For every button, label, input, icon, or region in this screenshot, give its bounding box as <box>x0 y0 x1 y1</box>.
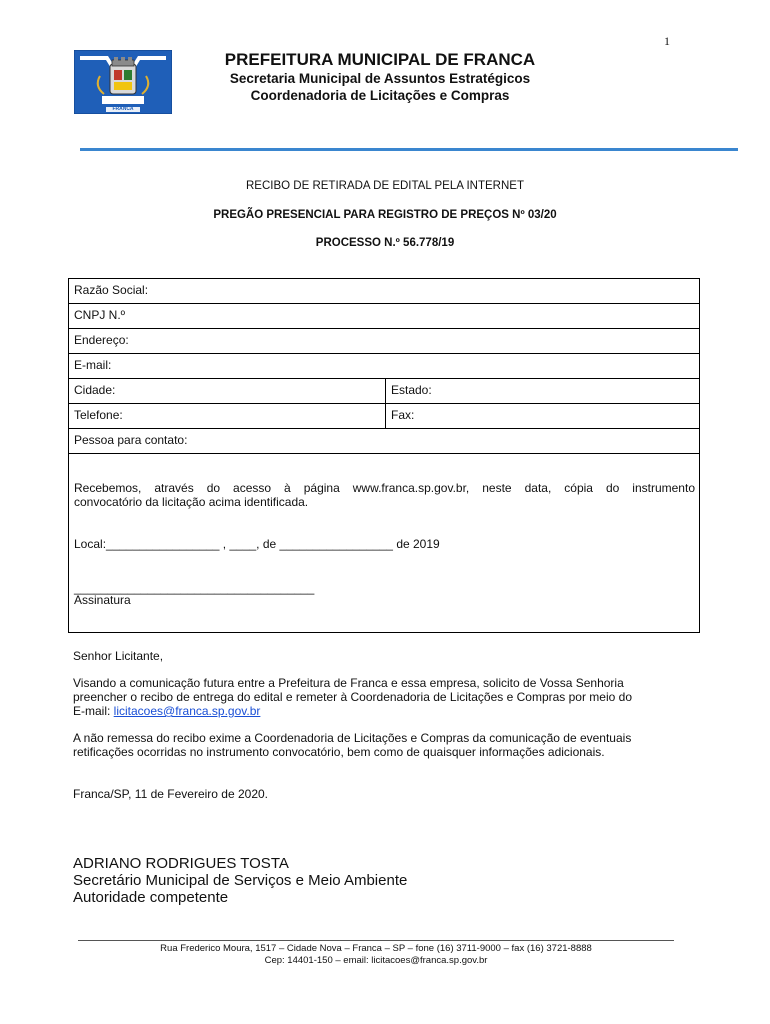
form-row-cidade-estado <box>69 379 699 404</box>
paragraph-2-line-1: A não remessa do recibo exime a Coordenadoria de Licitações e Compras da comunicação de eventuais <box>73 731 632 745</box>
header-divider <box>80 148 738 151</box>
razao-social-field[interactable] <box>69 279 699 304</box>
contato-field[interactable] <box>69 429 699 454</box>
estado-label: Estado: <box>391 383 432 397</box>
signature-line[interactable]: ____________________________________ <box>74 581 315 595</box>
paragraph-2-line-2: retificações ocorridas no instrumento convocatório, bem como de quaisquer informações adicionais. <box>73 745 605 759</box>
form-row-endereco <box>69 329 699 354</box>
paragraph-1-line-3 <box>73 704 683 718</box>
logo-caption: FRANCA <box>112 106 134 112</box>
coat-of-arms-icon <box>74 50 172 114</box>
fax-field[interactable] <box>385 404 699 429</box>
cnpj-field[interactable] <box>69 304 699 329</box>
form-row-razao-social <box>69 279 699 304</box>
cidade-field[interactable] <box>69 379 385 404</box>
signer-authority: Autoridade competente <box>73 889 229 906</box>
declaration-line-2: convocatório da licitação acima identificada. <box>74 495 309 509</box>
form-row-telefone-fax <box>69 404 699 429</box>
form-row-email <box>69 354 699 379</box>
endereco-field[interactable] <box>69 329 699 354</box>
email-prefix: E-mail: <box>73 704 114 718</box>
contact-email-link[interactable]: licitacoes@franca.sp.gov.br <box>113 704 261 718</box>
receipt-title: RECIBO DE RETIRADA DE EDITAL PELA INTERNET <box>246 180 524 192</box>
org-title: PREFEITURA MUNICIPAL DE FRANCA <box>224 50 536 69</box>
process-number: PROCESSO N.º 56.778/19 <box>315 237 455 249</box>
salutation: Senhor Licitante, <box>73 649 164 663</box>
email-label: E-mail: <box>74 358 112 372</box>
declaration-line-1: Recebemos, através do acesso à página www.franca.sp.gov.br, neste data, cópia do instrumento <box>74 481 695 495</box>
email-field[interactable] <box>69 354 699 379</box>
form-row-contato <box>69 429 699 454</box>
contato-label: Pessoa para contato: <box>74 433 188 447</box>
city-logo <box>74 50 172 114</box>
paragraph-1 <box>73 676 683 718</box>
division-title: Coordenadoria de Licitações e Compras <box>250 88 510 103</box>
paragraph-2 <box>73 731 683 759</box>
fax-label: Fax: <box>391 408 415 422</box>
telefone-label: Telefone: <box>74 408 123 422</box>
form-row-cnpj <box>69 304 699 329</box>
page-number: 1 <box>664 34 670 48</box>
cnpj-label: CNPJ N.º <box>74 308 126 322</box>
footer-address: Rua Frederico Moura, 1517 – Cidade Nova – Franca – SP – fone (16) 3711-9000 – fax (16) 3721-8888 <box>160 943 592 954</box>
department-title: Secretaria Municipal de Assuntos Estratégicos <box>229 71 531 86</box>
telefone-field[interactable] <box>69 404 385 429</box>
cidade-label: Cidade: <box>74 383 116 397</box>
endereco-label: Endereço: <box>74 333 129 347</box>
signer-role: Secretário Municipal de Serviços e Meio Ambiente <box>73 872 408 889</box>
footer-divider <box>78 940 674 941</box>
auction-title: PREGÃO PRESENCIAL PARA REGISTRO DE PREÇOS Nº 03/20 <box>213 209 557 221</box>
signer-name: ADRIANO RODRIGUES TOSTA <box>73 855 289 872</box>
local-date-line[interactable]: Local:_________________ , ____, de _________________ de 2019 <box>74 537 440 551</box>
razao-social-label: Razão Social: <box>74 283 149 297</box>
receipt-form <box>68 278 700 633</box>
date-place: Franca/SP, 11 de Fevereiro de 2020. <box>73 787 269 801</box>
paragraph-1-line-1: Visando a comunicação futura entre a Prefeitura de Franca e essa empresa, solicito de Vossa Senhoria <box>73 676 624 690</box>
paragraph-1-line-2: preencher o recibo de entrega do edital e remeter à Coordenadoria de Licitações e Compras por meio do <box>73 690 632 704</box>
signature-label: Assinatura <box>74 593 131 607</box>
footer-contact: Cep: 14401-150 – email: licitacoes@franca.sp.gov.br <box>264 955 488 966</box>
estado-field[interactable] <box>385 379 699 404</box>
